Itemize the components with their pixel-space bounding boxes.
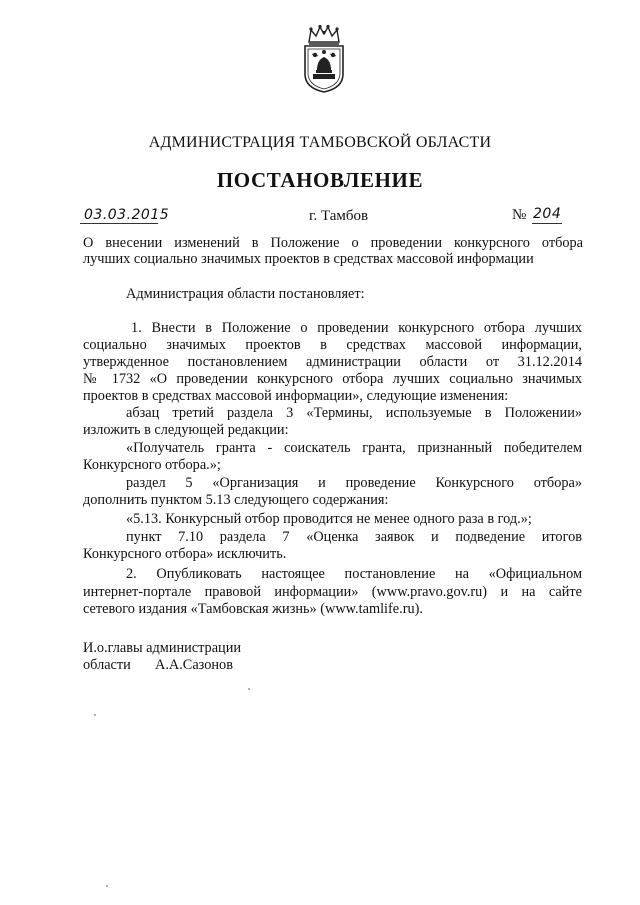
body-line: дополнить пунктом 5.13 следующего содержания: (83, 492, 389, 508)
tambov-coat-of-arms-icon (299, 24, 349, 94)
body-line: утвержденное постановлением администрации области от 31.12.2014 (83, 354, 582, 370)
body-line: социально значимых проектов в средствах массовой информации, (83, 337, 582, 353)
body-line: «Получатель гранта - соискатель гранта, признанный победителем (126, 440, 582, 456)
scan-speck (94, 714, 96, 716)
document-city: г. Тамбов (309, 208, 369, 224)
preamble: Администрация области постановляет: (126, 286, 365, 302)
signature-position-cont: области (83, 657, 131, 673)
body-line: интернет-портале правовой информации» (www.pravo.gov.ru) и на сайте (83, 584, 582, 600)
body-line: «5.13. Конкурсный отбор проводится не менее одного раза в год.»; (126, 511, 532, 527)
scan-speck (248, 688, 250, 690)
document-number-label: № (512, 207, 527, 223)
body-line: изложить в следующей редакции: (83, 422, 289, 438)
body-line: 1. Внести в Положение о проведении конкурсного отбора лучших (131, 320, 582, 336)
signature-position: И.о.главы администрации (83, 640, 242, 656)
number-underline (532, 223, 562, 224)
body-line: № 1732 «О проведении конкурсного отбора лучших социально значимых (83, 371, 582, 387)
body-line: Конкурсного отбора.»; (83, 457, 221, 473)
date-underline (80, 223, 158, 224)
scan-speck (106, 885, 108, 887)
body-line: абзац третий раздела 3 «Термины, используемые в Положении» (126, 405, 582, 421)
body-line: проектов в средствах массовой информации», следующие изменения: (83, 388, 509, 404)
body-line: 2. Опубликовать настоящее постановление на «Официальном (126, 566, 582, 582)
document-type-title: ПОСТАНОВЛЕНИЕ (216, 168, 424, 192)
subject-line-2: лучших социально значимых проектов в средствах массовой информации (83, 251, 534, 267)
signature-name: А.А.Сазонов (155, 657, 233, 673)
body-line: раздел 5 «Организация и проведение Конкурсного отбора» (126, 475, 582, 491)
document-date: 03.03.2015 (84, 207, 170, 223)
subject-line-1: О внесении изменений в Положение о проведении конкурсного отбора (83, 235, 583, 251)
body-line: Конкурсного отбора» исключить. (83, 546, 287, 562)
body-line: сетевого издания «Тамбовская жизнь» (www.tamlife.ru). (83, 601, 423, 617)
document-number: 204 (533, 206, 562, 222)
organization-title: АДМИНИСТРАЦИЯ ТАМБОВСКОЙ ОБЛАСТИ (148, 134, 492, 151)
body-line: пункт 7.10 раздела 7 «Оценка заявок и подведение итогов (126, 529, 582, 545)
